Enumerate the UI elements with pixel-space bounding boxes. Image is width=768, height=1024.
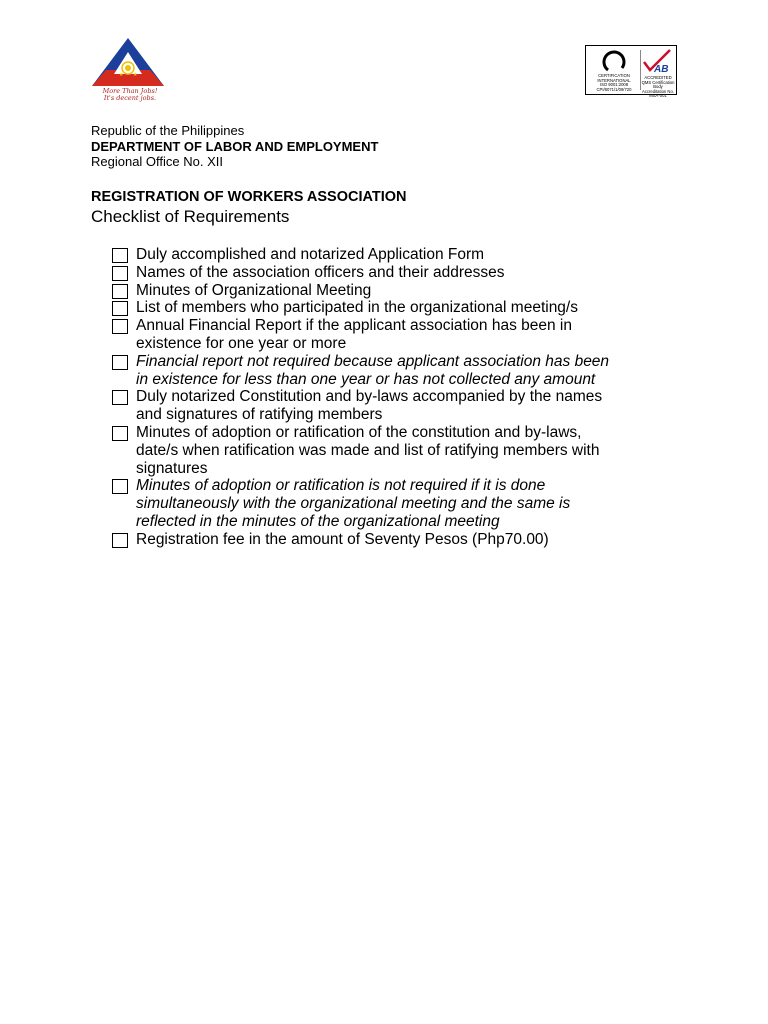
header-regional-office: Regional Office No. XII	[91, 154, 223, 169]
checklist-item	[112, 317, 692, 353]
certification-ring-icon	[588, 48, 640, 74]
document-header	[91, 123, 378, 170]
checklist-item-text: Duly notarized Constitution and by-laws accompanied by the names and signatures of ratifying members	[136, 388, 603, 424]
checklist-item	[112, 424, 692, 477]
header-department: DEPARTMENT OF LABOR AND EMPLOYMENT	[91, 138, 379, 154]
checklist-item-text: Minutes of adoption or ratification is not required if it is done simultaneously with the organizational meeting and the same is reflected in the minutes of the organizational meeting	[136, 477, 571, 530]
checkbox[interactable]	[112, 284, 128, 299]
accreditation-mark: AB	[654, 64, 669, 75]
certification-right-text: ACCREDITED QMS Certification Body Accreditation No. MSA-001	[641, 75, 675, 99]
checklist-item	[112, 264, 692, 282]
checklist-item	[112, 353, 692, 389]
checklist-item-text: List of members who participated in the organizational meeting/s	[136, 299, 578, 317]
logo-tagline-2: It's decent jobs.	[103, 94, 157, 102]
checklist-item-text: Financial report not required because applicant association has been in existence for less than one year or has not collected any amount	[136, 352, 610, 388]
document-subtitle: Checklist of Requirements	[91, 207, 290, 226]
checklist-item	[112, 282, 692, 300]
checkbox[interactable]	[112, 390, 128, 405]
checkbox[interactable]	[112, 355, 128, 370]
checkbox[interactable]	[112, 301, 128, 316]
checklist-item	[112, 531, 692, 549]
checklist-item-text: Minutes of Organizational Meeting	[136, 281, 372, 299]
checklist-item	[112, 388, 692, 424]
logo-tagline	[93, 88, 167, 102]
checkbox[interactable]	[112, 533, 128, 548]
header-republic: Republic of the Philippines	[91, 123, 245, 138]
svg-text:★: ★	[119, 72, 124, 78]
certification-badge	[585, 45, 677, 99]
checklist-item	[112, 477, 692, 530]
svg-text:★: ★	[133, 72, 138, 78]
checklist-item-text: Duly accomplished and notarized Application Form	[136, 246, 485, 263]
certification-right	[640, 48, 676, 99]
checklist-item	[112, 246, 692, 264]
checkbox[interactable]	[112, 426, 128, 441]
checklist-item-text: Annual Financial Report if the applicant association has been in existence for one year or more	[136, 317, 572, 352]
logo-tagline-1: More Than Jobs!	[102, 87, 158, 95]
certification-left-text: CERTIFICATION INTERNATIONAL ISO 9001:2008 CPI/8071/1/09/720	[596, 73, 632, 92]
checklist-item-text: Names of the association officers and their addresses	[136, 263, 505, 281]
checkbox[interactable]	[112, 266, 128, 281]
accreditation-check-icon	[640, 48, 676, 76]
checklist-item-text: Registration fee in the amount of Seventy Pesos (Php70.00)	[136, 530, 549, 548]
checkbox[interactable]	[112, 319, 128, 334]
checklist-item-text: Minutes of adoption or ratification of the constitution and by-laws, date/s when ratification was made and list of ratifying members with signatures	[136, 423, 600, 477]
document-title: REGISTRATION OF WORKERS ASSOCIATION	[91, 189, 407, 205]
checklist-item	[112, 299, 692, 317]
checkbox[interactable]	[112, 479, 128, 494]
certification-left	[588, 48, 640, 94]
requirements-checklist	[112, 246, 692, 549]
checkbox[interactable]	[112, 248, 128, 263]
